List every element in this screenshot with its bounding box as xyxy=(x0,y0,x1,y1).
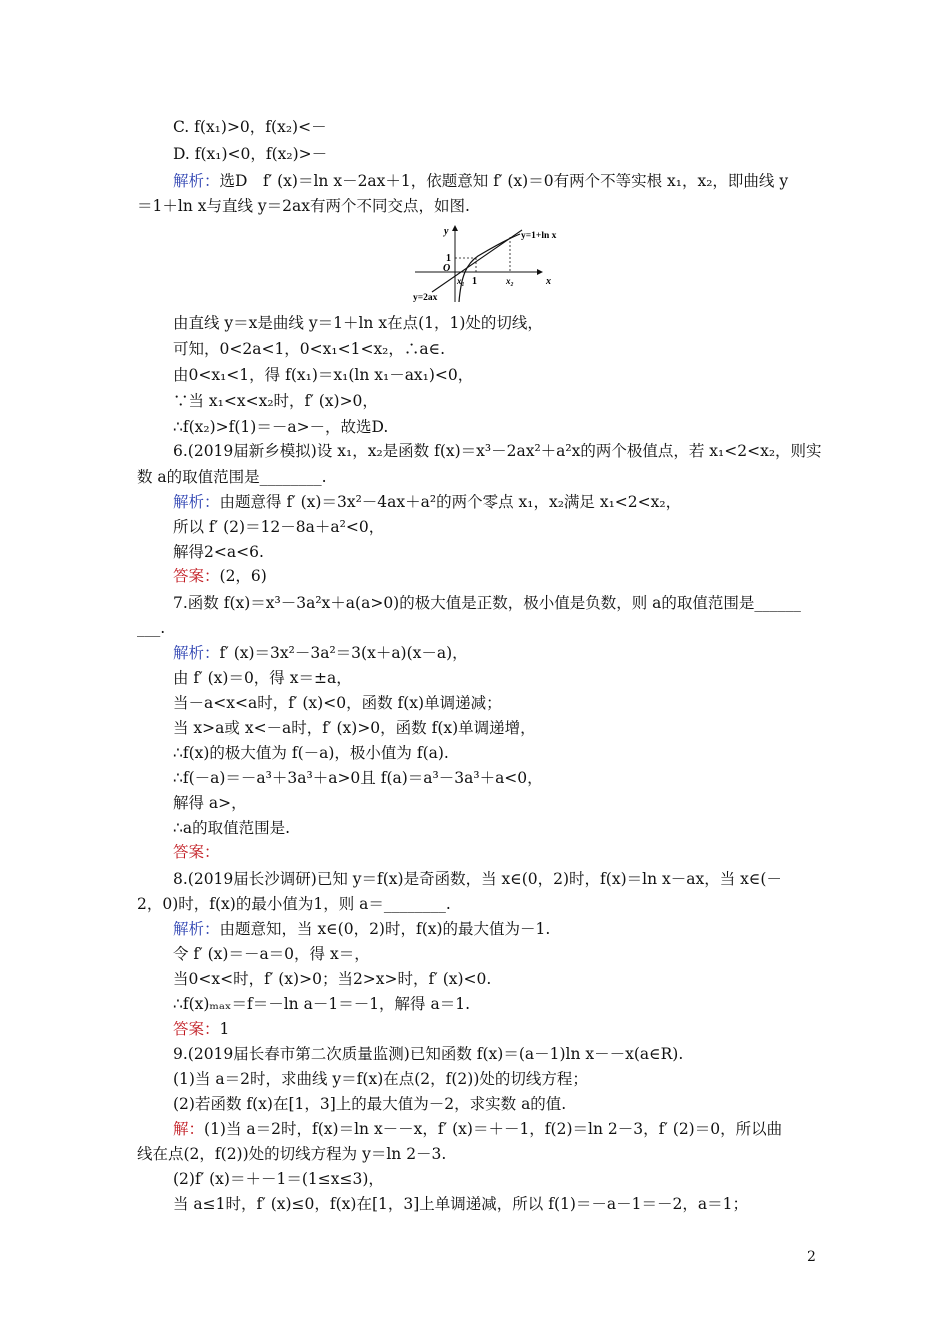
tick-label-x1: x₁ xyxy=(457,276,465,286)
text-line xyxy=(173,792,247,814)
line-label: y=2ax xyxy=(413,293,438,303)
line-text: 由题意知，当 x∈(0，2)时，f(x)的最大值为－1. xyxy=(219,920,551,938)
tick-label-x2: x₂ xyxy=(506,276,514,286)
line-text: 当0<x<时，f′ (x)>0；当2>x>时，f′ (x)<0. xyxy=(173,970,492,988)
text-line xyxy=(173,390,378,412)
text-line xyxy=(137,1143,446,1165)
line-text: f′ (x)＝3x²－3a²＝3(x＋a)(x－a)， xyxy=(219,644,468,662)
text-line xyxy=(173,817,290,839)
analysis-line xyxy=(173,170,788,192)
origin-label: O xyxy=(443,263,451,274)
line-text: 9.(2019届长春市第二次质量监测)已知函数 f(x)＝(a－1)ln x－－x(a∈R). xyxy=(173,1045,684,1063)
text-line xyxy=(173,592,801,614)
line-text: 7.函数 f(x)＝x³－3a²x＋a(a>0)的极大值是正数，极小值是负数，则 a的取值范围是______ xyxy=(173,594,801,612)
line-text: 解得2<a<6. xyxy=(173,543,264,561)
text-line xyxy=(173,767,543,789)
text-line xyxy=(173,312,543,334)
line-text: 当－a<x<a时，f′ (x)<0，函数 f(x)单调递减； xyxy=(173,694,502,712)
line-text: ___. xyxy=(137,619,166,637)
line-text: 令 f′ (x)＝－a＝0，得 x＝， xyxy=(173,945,370,963)
text-line xyxy=(173,541,264,563)
line-text: 数 a的取值范围是________. xyxy=(137,468,327,486)
line-text: D. f(x₁)<0，f(x₂)>－ xyxy=(173,145,328,163)
text-line xyxy=(173,440,822,462)
page-number: 2 xyxy=(807,1249,816,1265)
line-text: 1 xyxy=(219,1020,230,1038)
line-text: 6.(2019届新乡模拟)设 x₁，x₂是函数 f(x)＝x³－2ax²＋a²x的两个极值点，若 x₁<2<x₂，则实 xyxy=(173,442,822,460)
line-text: 由0<x₁<1，得 f(x₁)＝x₁(ln x₁－ax₁)<0， xyxy=(173,366,474,384)
line-text: (2)f′ (x)＝＋－1＝(1≤x≤3)， xyxy=(173,1170,384,1188)
text-line xyxy=(137,195,470,217)
line-text: 8.(2019届长沙调研)已知 y＝f(x)是奇函数，当 x∈(0，2)时，f(x)＝ln x－ax，当 x∈(－ xyxy=(173,870,782,888)
solution-label: 解： xyxy=(173,1120,205,1138)
line-text: 线在点(2，f(2))处的切线方程为 y＝ln 2－3. xyxy=(137,1145,447,1163)
text-line xyxy=(173,1093,566,1115)
line-text: ＝1＋ln x与直线 y＝2ax有两个不同交点，如图. xyxy=(137,197,470,215)
function-graph xyxy=(410,222,590,304)
line-text: 由题意得 f′ (x)＝3x²－4ax＋a²的两个零点 x₁，x₂满足 x₁<2<x₂， xyxy=(219,493,682,511)
line-text: (1)当 a＝2时，f(x)＝ln x－－x，f′ (x)＝＋－1，f(2)＝ln 2－3，f′ (2)＝0，所以曲 xyxy=(204,1120,783,1138)
line-text: ∴f(x₂)>f(1)＝－a>－，故选D. xyxy=(173,418,389,436)
text-line xyxy=(173,1068,588,1090)
line-text: 解得 a>， xyxy=(173,794,247,812)
line-text: 可知，0<2a<1，0<x₁<1<x₂，∴a∈. xyxy=(173,340,446,358)
text-line xyxy=(173,943,370,965)
line-text: (2，6) xyxy=(219,567,267,585)
line-text: 选D f′ (x)＝ln x－2ax＋1，依题意知 f′ (x)＝0有两个不等实根 x₁，x₂，即曲线 y xyxy=(219,172,789,190)
analysis-label: 解析： xyxy=(173,172,220,190)
line-text: 当 a≤1时，f′ (x)≤0，f(x)在[1，3]上单调递减，所以 f(1)＝－a－1＝－2，a＝1； xyxy=(173,1195,748,1213)
x-axis-label: x xyxy=(546,276,551,287)
tick-label-y-1: 1 xyxy=(446,253,451,264)
text-line xyxy=(173,416,388,438)
line-text: ∵当 x₁<x<x₂时，f′ (x)>0， xyxy=(173,392,378,410)
text-line xyxy=(173,742,449,764)
line-text: 由直线 y＝x是曲线 y＝1＋ln x在点(1，1)处的切线， xyxy=(173,314,543,332)
text-line xyxy=(137,893,451,915)
text-line xyxy=(173,1043,683,1065)
text-line xyxy=(173,116,327,138)
line-text: ∴f(x)ₘₐₓ＝f＝－ln a－1＝－1，解得 a＝1. xyxy=(173,995,471,1013)
analysis-line xyxy=(173,918,550,940)
text-line xyxy=(173,993,470,1015)
text-line xyxy=(137,617,165,639)
text-line xyxy=(173,516,384,538)
tick-label-x-1: 1 xyxy=(472,276,477,287)
line-text: (1)当 a＝2时，求曲线 y＝f(x)在点(2，f(2))处的切线方程； xyxy=(173,1070,588,1088)
analysis-label: 解析： xyxy=(173,920,220,938)
answer-label: 答案： xyxy=(173,567,220,585)
answer-label: 答案： xyxy=(173,1020,220,1038)
line-text: C. f(x₁)>0，f(x₂)<－ xyxy=(173,118,327,136)
line-text: 2，0)时，f(x)的最小值为1，则 a＝________. xyxy=(137,895,451,913)
line-text: ∴a的取值范围是. xyxy=(173,819,291,837)
analysis-line xyxy=(173,642,468,664)
text-line xyxy=(173,364,473,386)
answer-line xyxy=(173,841,220,863)
line-text: 所以 f′ (2)＝12－8a＋a²<0， xyxy=(173,518,385,536)
y-axis-label: y xyxy=(444,226,449,237)
line-text: (2)若函数 f(x)在[1，3]上的最大值为－2，求实数 a的值. xyxy=(173,1095,567,1113)
text-line xyxy=(173,143,327,165)
curve-label: y=1+ln x xyxy=(521,231,557,241)
text-line xyxy=(173,1193,748,1215)
answer-line xyxy=(173,1018,229,1040)
analysis-line xyxy=(173,491,681,513)
text-line xyxy=(173,692,502,714)
text-line xyxy=(173,1168,384,1190)
analysis-label: 解析： xyxy=(173,493,220,511)
text-line xyxy=(137,466,327,488)
analysis-label: 解析： xyxy=(173,644,220,662)
answer-label: 答案： xyxy=(173,843,220,861)
text-line xyxy=(173,717,536,739)
line-text: 由 f′ (x)＝0，得 x＝±a， xyxy=(173,669,352,687)
line-text: ∴f(x)的极大值为 f(－a)，极小值为 f(a). xyxy=(173,744,449,762)
text-line xyxy=(173,338,445,360)
curve-y-1-ln-x xyxy=(459,234,520,302)
line-text: 当 x>a或 x<－a时，f′ (x)>0，函数 f(x)单调递增， xyxy=(173,719,536,737)
text-line xyxy=(173,667,352,689)
solution-line xyxy=(173,1118,782,1140)
text-line xyxy=(173,868,782,890)
answer-line xyxy=(173,565,267,587)
text-line xyxy=(173,968,491,990)
line-text: ∴f(－a)＝－a³＋3a³＋a>0且 f(a)＝a³－3a³＋a<0， xyxy=(173,769,543,787)
